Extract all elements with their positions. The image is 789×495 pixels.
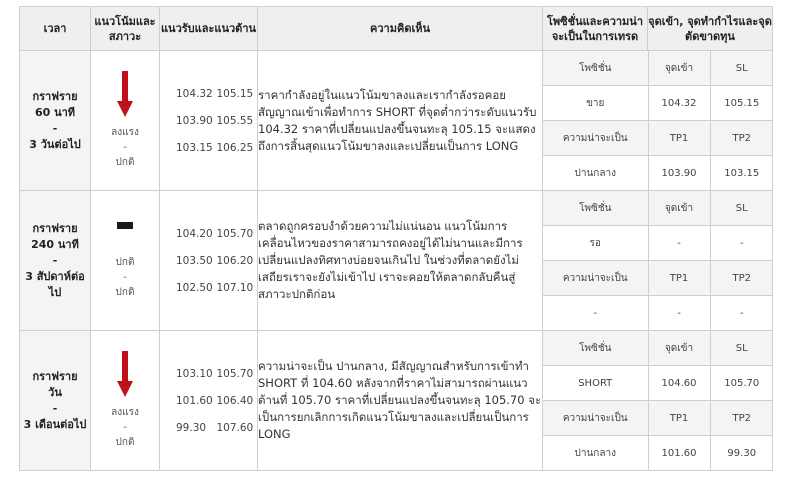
timeframe-cell [20,51,91,191]
trading-analysis-table [19,6,773,471]
tp2-label: TP2 [710,261,773,296]
trade-value-row [543,156,773,191]
entry-value: 104.32 [648,86,710,121]
trend-strength: ปกติ [115,256,135,268]
resistance-value: 107.10 [216,281,254,294]
comment-cell: ความน่าจะเป็น ปานกลาง, มีสัญญาณสำหรับการเข้าทำ SHORT ที่ 104.60 หลังจากที่ราคาไม่สามารถผ่านแนวต้านที่ 105.70 ราคาที่เปลี่ยนแปลงขึ้นจนทะลุ 105.70 จะเป็นการยกเลิกการเกิดแนวโน้มขาลงและเปลี่ยนเป็นการ LONG [258,331,543,471]
trend-condition: ปกติ [115,437,135,448]
level-pair [160,414,257,441]
separator: - [123,142,127,153]
header-comment: ความคิดเห็น [258,7,543,51]
trade-value-row [543,366,773,401]
table-row [20,331,773,471]
down-arrow-icon [117,71,133,117]
trade-header-row [543,51,773,86]
position-label: โพซิชั่น [543,191,648,226]
resistance-value: 105.70 [216,367,254,380]
header-trend: แนวโน้มและสภาวะ [91,7,160,51]
level-pair [160,274,257,301]
trade-cell [543,51,773,191]
header-levels: แนวรับและแนวต้าน [160,7,258,51]
probability-label: ความน่าจะเป็น [543,261,648,296]
trend-condition: ปกติ [115,286,135,298]
separator: - [123,422,127,433]
timeframe-cell [20,191,91,331]
resistance-value: 105.55 [216,114,254,127]
sl-value: - [710,226,773,261]
trend-cell [91,331,160,471]
support-value: 103.10 [176,367,213,380]
timeframe-value: 240 นาที [31,237,79,251]
sl-value: 105.70 [710,366,773,401]
support-value: 103.90 [176,114,213,127]
separator: - [52,253,58,267]
levels-cell [160,331,258,471]
resistance-value: 106.25 [216,141,254,154]
table-row [20,51,773,191]
resistance-value: 106.20 [216,254,254,267]
trend-condition: ปกติ [115,157,135,168]
trend-cell [91,191,160,331]
tp1-label: TP1 [648,261,710,296]
entry-label: จุดเข้า [648,331,710,366]
flat-dash-icon [117,222,133,229]
entry-value: 104.60 [648,366,710,401]
tp1-label: TP1 [648,401,710,436]
trade-value-row [543,226,773,261]
level-pair [160,360,257,387]
trade-subtable [543,191,773,330]
position-value: ขาย [543,86,648,121]
trade-value-row [543,436,773,471]
resistance-value: 106.40 [216,394,254,407]
trade-header-row [543,191,773,226]
sl-label: SL [710,331,773,366]
timeframe-label: กราฟราย [32,89,78,103]
trade-subtable [543,51,773,190]
tp2-label: TP2 [710,121,773,156]
tp2-value: 103.15 [710,156,773,191]
resistance-value: 107.60 [216,421,254,434]
probability-value: ปานกลาง [543,156,648,191]
table-row [20,191,773,331]
resistance-value: 105.15 [216,87,254,100]
tp1-label: TP1 [648,121,710,156]
comment-cell: ราคากำลังอยู่ในแนวโน้มขาลงและเรากำลังรอคอยสัญญาณเข้าเพื่อทำการ SHORT ที่จุดต่ำกว่าระดับแนวรับ 104.32 ราคาที่เปลี่ยนแปลงขึ้นจนทะลุ 105.15 จะแสดงถึงการสิ้นสุดแนวโน้มขาลงและเปลี่ยนเป็นการ LONG [258,51,543,191]
timeframe-value: 60 นาที [34,105,76,119]
timeframe-horizon: 3 สัปดาห์ต่อไป [25,269,85,299]
timeframe-value: วัน [48,385,62,399]
trade-header-row [543,261,773,296]
tp2-value: - [710,296,773,331]
trade-value-row [543,86,773,121]
timeframe-cell [20,331,91,471]
level-pair [160,387,257,414]
trend-strength: ลงแรง [111,127,139,138]
header-time: เวลา [20,7,91,51]
header-position: โพซิชั่นและความน่าจะเป็นในการเทรด [543,7,648,51]
trade-header-row [543,121,773,156]
timeframe-label: กราฟราย [32,221,78,235]
separator: - [52,121,58,135]
comment-cell: ตลาดถูกครอบงำด้วยความไม่แน่นอน แนวโน้มการเคลื่อนไหวของราคาสามารถคงอยู่ได้ไม่นานและมีการเปลี่ยนแปลงทิศทางบ่อยจนเกินไป ในช่วงที่ตลาดยังไม่เสถียรเราจะยังไม่เข้าไป เราจะคอยให้ตลาดกลับคืนสู่สภาวะปกติก่อน [258,191,543,331]
tp1-value: 101.60 [648,436,710,471]
sl-value: 105.15 [710,86,773,121]
timeframe-horizon: 3 เดือนต่อไป [23,417,87,431]
header-entry: จุดเข้า, จุดทำกำไรและจุดตัดขาดทุน [648,7,773,51]
position-label: โพซิชั่น [543,331,648,366]
levels-cell [160,191,258,331]
header-row [20,7,773,51]
trade-subtable [543,331,773,470]
entry-value: - [648,226,710,261]
timeframe-label: กราฟราย [32,369,78,383]
trend-cell [91,51,160,191]
support-value: 101.60 [176,394,213,407]
levels-cell [160,51,258,191]
support-value: 104.32 [176,87,213,100]
tp1-value: 103.90 [648,156,710,191]
level-pair [160,134,257,161]
entry-label: จุดเข้า [648,191,710,226]
level-pair [160,80,257,107]
trade-header-row [543,331,773,366]
position-label: โพซิชั่น [543,51,648,86]
tp2-label: TP2 [710,401,773,436]
resistance-value: 105.70 [216,227,254,240]
separator: - [52,401,58,415]
support-value: 102.50 [176,281,213,294]
trade-cell [543,331,773,471]
sl-label: SL [710,51,773,86]
trade-header-row [543,401,773,436]
probability-label: ความน่าจะเป็น [543,401,648,436]
separator: - [123,271,127,283]
timeframe-horizon: 3 วันต่อไป [29,137,81,151]
support-value: 103.50 [176,254,213,267]
trade-value-row [543,296,773,331]
level-pair [160,220,257,247]
support-value: 99.30 [176,421,207,434]
position-value: SHORT [543,366,648,401]
probability-label: ความน่าจะเป็น [543,121,648,156]
trade-cell [543,191,773,331]
tp1-value: - [648,296,710,331]
support-value: 104.20 [176,227,213,240]
position-value: รอ [543,226,648,261]
down-arrow-icon [117,351,133,397]
probability-value: - [543,296,648,331]
probability-value: ปานกลาง [543,436,648,471]
level-pair [160,107,257,134]
entry-label: จุดเข้า [648,51,710,86]
sl-label: SL [710,191,773,226]
trend-strength: ลงแรง [111,407,139,418]
level-pair [160,247,257,274]
support-value: 103.15 [176,141,213,154]
tp2-value: 99.30 [710,436,773,471]
